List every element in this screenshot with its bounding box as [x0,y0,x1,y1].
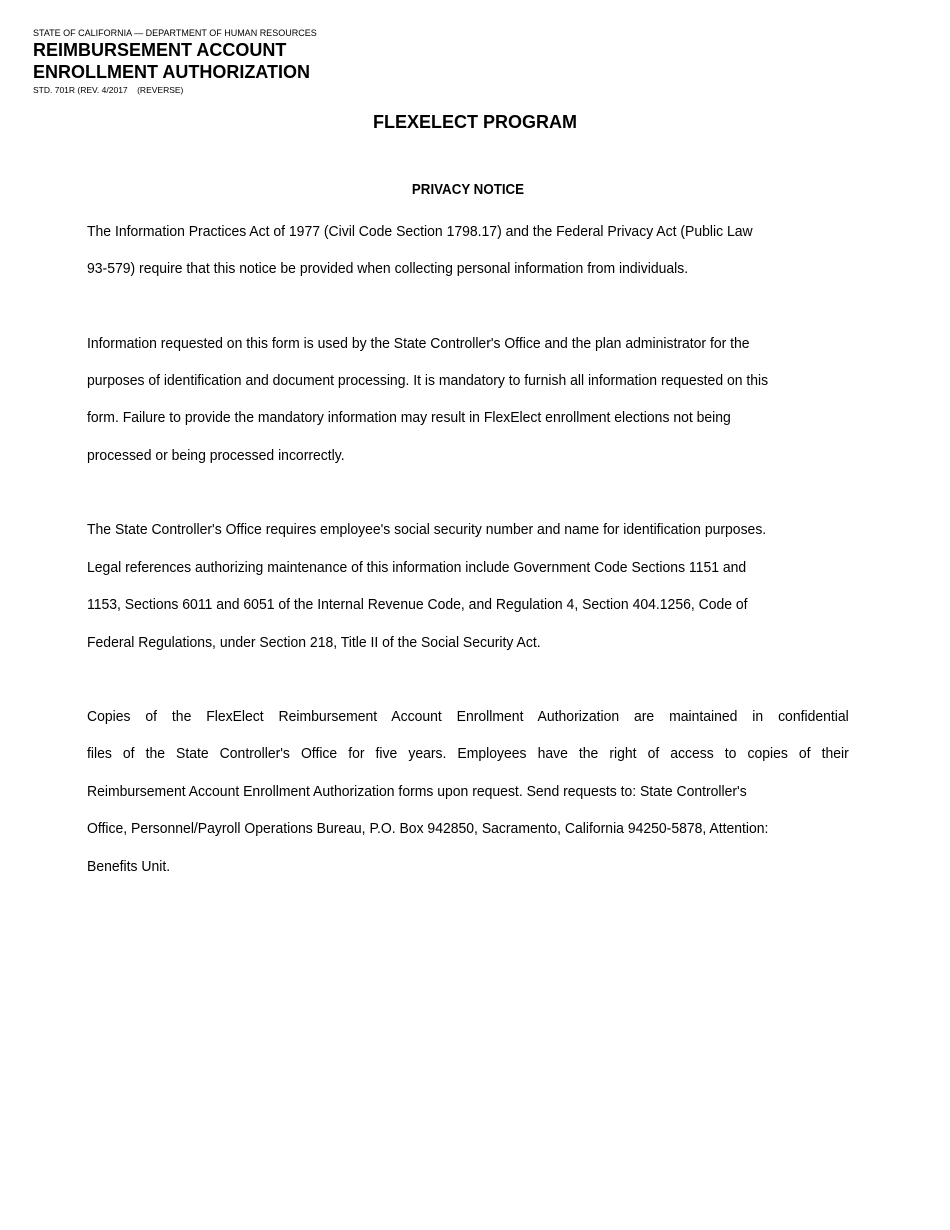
privacy-notice [87,181,849,913]
paragraph-line: The Information Practices Act of 1977 (Civil Code Section 1798.17) and the Federal Privacy Act (Public Law [87,222,753,240]
paragraph-line: 1153, Sections 6011 and 6051 of the Internal Revenue Code, and Regulation 4, Section 404.1256, Code of [87,596,748,614]
privacy-notice-title: PRIVACY NOTICE [411,182,525,198]
paragraph-line: Benefits Unit. [87,857,171,875]
form-header [33,28,317,96]
paragraph-line: Copies of the FlexElect Reimbursement Account Enrollment Authorization are maintained in confidential [87,708,849,726]
paragraph-line: Federal Regulations, under Section 218, Title II of the Social Security Act. [87,633,541,651]
paragraph-4 [87,689,849,895]
paragraph-line: Information requested on this form is used by the State Controller's Office and the plan administrator for the [87,334,750,352]
paragraph-line: form. Failure to provide the mandatory information may result in FlexElect enrollment elections not being [87,409,731,427]
paragraph-3 [87,503,849,671]
paragraph-line: Reimbursement Account Enrollment Authorization forms upon request. Send requests to: State Controller's [87,782,747,800]
paragraph-2 [87,316,849,484]
paragraph-line: Office, Personnel/Payroll Operations Bureau, P.O. Box 942850, Sacramento, California 94250-5878, Attention: [87,820,769,838]
paragraph-line: The State Controller's Office requires employee's social security number and name for identification purposes. [87,521,767,539]
paragraph-line: Legal references authorizing maintenance of this information include Government Code Sections 1151 and [87,558,747,576]
form-title-line-1: REIMBURSEMENT ACCOUNT [33,40,287,60]
paragraph-line: 93-579) require that this notice be provided when collecting personal information from individuals. [87,260,689,278]
paragraph-1 [87,204,849,298]
program-title: FLEXELECT PROGRAM [372,112,577,132]
form-number: STD. 701R (REV. 4/2017 (REVERSE) [33,85,184,95]
paragraph-line: files of the State Controller's Office for five years. Employees have the right of access to copies of their [87,745,849,763]
agency-line: STATE OF CALIFORNIA — DEPARTMENT OF HUMAN RESOURCES [33,28,317,38]
form-title-line-2: ENROLLMENT AUTHORIZATION [33,62,310,82]
paragraph-line: purposes of identification and document processing. It is mandatory to furnish all information requested on this [87,372,769,390]
paragraph-line: processed or being processed incorrectly. [87,446,345,464]
